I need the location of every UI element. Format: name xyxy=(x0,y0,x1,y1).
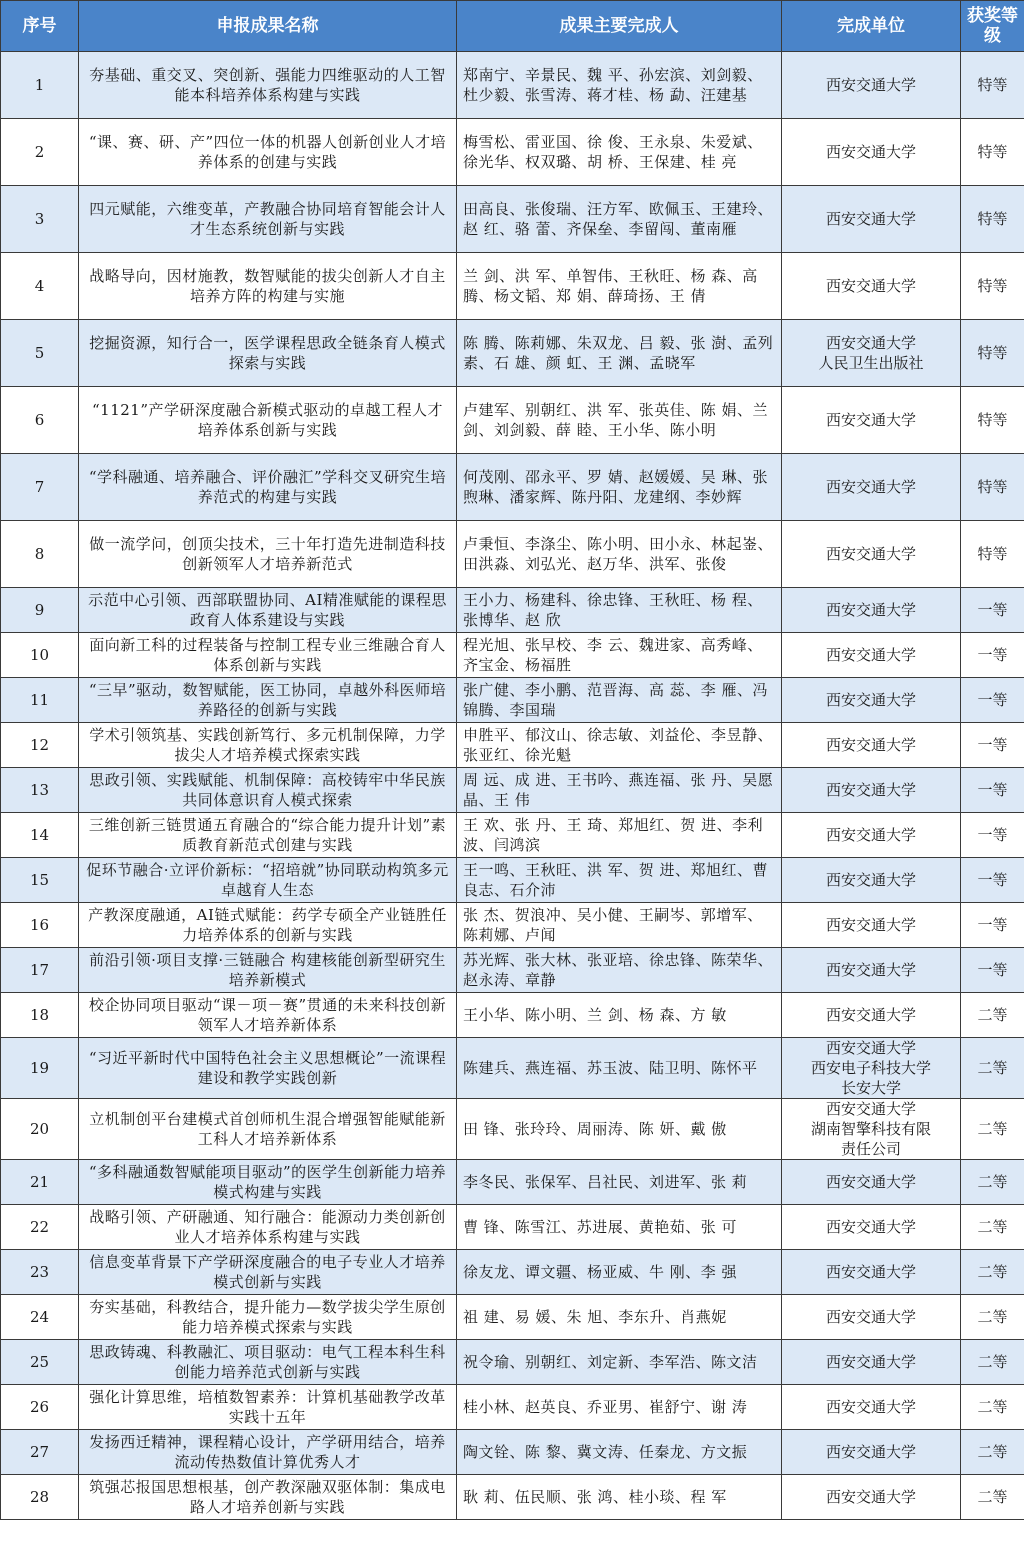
header-achievement-name: 申报成果名称 xyxy=(79,1,457,52)
completing-unit: 西安交通大学 xyxy=(782,1385,961,1430)
main-contributors: 王小力、杨建科、徐忠锋、王秋旺、杨 程、张博华、赵 欣 xyxy=(457,588,782,633)
achievement-name: 学术引领筑基、实践创新笃行、多元机制保障，力学拔尖人才培养模式探索实践 xyxy=(79,723,457,768)
main-contributors: 徐友龙、谭文疆、杨亚威、牛 刚、李 强 xyxy=(457,1250,782,1295)
award-level: 二等 xyxy=(961,1430,1024,1475)
table-row xyxy=(1,253,1024,320)
main-contributors: 田高良、张俊瑞、汪方军、欧佩玉、王建玲、赵 红、骆 蕾、齐保垒、李留闯、董南雁 xyxy=(457,186,782,253)
completing-unit: 西安交通大学 xyxy=(782,1340,961,1385)
main-contributors: 王一鸣、王秋旺、洪 军、贺 进、郑旭红、曹良志、石介沛 xyxy=(457,858,782,903)
achievement-name: 发扬西迁精神，课程精心设计，产学研用结合，培养流动传热数值计算优秀人才 xyxy=(79,1430,457,1475)
table-row xyxy=(1,948,1024,993)
main-contributors: 梅雪松、雷亚国、徐 俊、王永泉、朱爱斌、徐光华、权双璐、胡 桥、王保建、桂 亮 xyxy=(457,119,782,186)
achievement-name: 战略引领、产研融通、知行融合：能源动力类创新创业人才培养体系构建与实践 xyxy=(79,1205,457,1250)
award-level: 二等 xyxy=(961,1250,1024,1295)
completing-unit: 西安交通大学 xyxy=(782,119,961,186)
main-contributors: 陶文铨、陈 黎、冀文涛、任秦龙、方文振 xyxy=(457,1430,782,1475)
achievement-name: 面向新工科的过程装备与控制工程专业三维融合育人体系创新与实践 xyxy=(79,633,457,678)
main-contributors: 张广健、李小鹏、范晋海、高 蕊、李 雁、冯锦腾、李国瑞 xyxy=(457,678,782,723)
table-row xyxy=(1,858,1024,903)
achievement-name: 产教深度融通，AI链式赋能：药学专硕全产业链胜任力培养体系的创新与实践 xyxy=(79,903,457,948)
completing-unit: 西安交通大学 xyxy=(782,521,961,588)
main-contributors: 桂小林、赵英良、乔亚男、崔舒宁、谢 涛 xyxy=(457,1385,782,1430)
row-index: 1 xyxy=(1,52,79,119)
award-level: 特等 xyxy=(961,119,1024,186)
award-level: 二等 xyxy=(961,1295,1024,1340)
table-row xyxy=(1,1385,1024,1430)
main-contributors: 祖 建、易 媛、朱 旭、李东升、肖燕妮 xyxy=(457,1295,782,1340)
main-contributors: 陈 腾、陈莉娜、朱双龙、吕 毅、张 澍、孟列素、石 雄、颜 虹、王 渊、孟晓军 xyxy=(457,320,782,387)
completing-unit: 西安交通大学 xyxy=(782,588,961,633)
award-level: 特等 xyxy=(961,454,1024,521)
award-level: 特等 xyxy=(961,320,1024,387)
achievement-name: 夯基础、重交叉、突创新、强能力四维驱动的人工智能本科培养体系构建与实践 xyxy=(79,52,457,119)
achievement-name: 促环节融合·立评价新标：“招培就”协同联动构筑多元卓越育人生态 xyxy=(79,858,457,903)
completing-unit: 西安交通大学 xyxy=(782,52,961,119)
completing-unit: 西安交通大学 xyxy=(782,1430,961,1475)
completing-unit: 西安交通大学 xyxy=(782,678,961,723)
row-index: 26 xyxy=(1,1385,79,1430)
completing-unit: 西安交通大学 人民卫生出版社 xyxy=(782,320,961,387)
award-level: 二等 xyxy=(961,1099,1024,1160)
main-contributors: 何茂刚、邵永平、罗 婧、赵媛媛、吴 琳、张煦琳、潘家辉、陈丹阳、龙建纲、李妙辉 xyxy=(457,454,782,521)
table-row xyxy=(1,387,1024,454)
table-row xyxy=(1,678,1024,723)
main-contributors: 王小华、陈小明、兰 剑、杨 森、方 敏 xyxy=(457,993,782,1038)
main-contributors: 兰 剑、洪 军、单智伟、王秋旺、杨 森、高 腾、杨文韬、郑 娟、薛琦扬、王 倩 xyxy=(457,253,782,320)
row-index: 28 xyxy=(1,1475,79,1520)
row-index: 17 xyxy=(1,948,79,993)
row-index: 14 xyxy=(1,813,79,858)
table-row xyxy=(1,320,1024,387)
achievement-name: 挖掘资源，知行合一，医学课程思政全链条育人模式探索与实践 xyxy=(79,320,457,387)
achievement-name: “三早”驱动，数智赋能，医工协同，卓越外科医师培养路径的创新与实践 xyxy=(79,678,457,723)
achievement-name: 思政引领、实践赋能、机制保障：高校铸牢中华民族共同体意识育人模式探索 xyxy=(79,768,457,813)
row-index: 3 xyxy=(1,186,79,253)
header-main-contributors: 成果主要完成人 xyxy=(457,1,782,52)
achievement-name: 前沿引领·项目支撑·三链融合 构建核能创新型研究生培养新模式 xyxy=(79,948,457,993)
table-row xyxy=(1,993,1024,1038)
achievement-name: “课、赛、研、产”四位一体的机器人创新创业人才培养体系的创建与实践 xyxy=(79,119,457,186)
main-contributors: 耿 莉、伍民顺、张 鸿、桂小琰、程 军 xyxy=(457,1475,782,1520)
main-contributors: 程光旭、张早校、李 云、魏进家、高秀峰、齐宝金、杨福胜 xyxy=(457,633,782,678)
completing-unit: 西安交通大学 xyxy=(782,993,961,1038)
table-row xyxy=(1,1250,1024,1295)
main-contributors: 张 杰、贺浪冲、吴小健、王嗣岑、郭增军、陈莉娜、卢闻 xyxy=(457,903,782,948)
award-level: 一等 xyxy=(961,633,1024,678)
table-body xyxy=(1,52,1024,1520)
row-index: 22 xyxy=(1,1205,79,1250)
table-row xyxy=(1,903,1024,948)
completing-unit: 西安交通大学 西安电子科技大学 长安大学 xyxy=(782,1038,961,1099)
award-level: 特等 xyxy=(961,521,1024,588)
table-row xyxy=(1,1205,1024,1250)
achievement-name: 做一流学问，创顶尖技术，三十年打造先进制造科技创新领军人才培养新范式 xyxy=(79,521,457,588)
row-index: 11 xyxy=(1,678,79,723)
completing-unit: 西安交通大学 xyxy=(782,387,961,454)
row-index: 7 xyxy=(1,454,79,521)
completing-unit: 西安交通大学 xyxy=(782,723,961,768)
row-index: 19 xyxy=(1,1038,79,1099)
table-header-row xyxy=(1,1,1024,52)
header-completing-unit: 完成单位 xyxy=(782,1,961,52)
table-row xyxy=(1,52,1024,119)
achievement-name: “学科融通、培养融合、评价融汇”学科交叉研究生培养范式的构建与实践 xyxy=(79,454,457,521)
award-level: 特等 xyxy=(961,253,1024,320)
award-level: 一等 xyxy=(961,813,1024,858)
award-level: 二等 xyxy=(961,1160,1024,1205)
table-row xyxy=(1,1430,1024,1475)
main-contributors: 祝令瑜、别朝红、刘定新、李军浩、陈文洁 xyxy=(457,1340,782,1385)
main-contributors: 苏光辉、张大林、张亚培、徐忠锋、陈荣华、赵永涛、章静 xyxy=(457,948,782,993)
table-row xyxy=(1,119,1024,186)
achievement-name: 信息变革背景下产学研深度融合的电子专业人才培养模式创新与实践 xyxy=(79,1250,457,1295)
completing-unit: 西安交通大学 xyxy=(782,858,961,903)
completing-unit: 西安交通大学 xyxy=(782,903,961,948)
table-row xyxy=(1,521,1024,588)
completing-unit: 西安交通大学 xyxy=(782,1160,961,1205)
achievement-name: 战略导向，因材施教，数智赋能的拔尖创新人才自主培养方阵的构建与实施 xyxy=(79,253,457,320)
award-level: 二等 xyxy=(961,1340,1024,1385)
main-contributors: 王 欢、张 丹、王 琦、郑旭红、贺 进、李利波、闫鸿滨 xyxy=(457,813,782,858)
main-contributors: 李冬民、张保军、吕社民、刘进军、张 莉 xyxy=(457,1160,782,1205)
row-index: 6 xyxy=(1,387,79,454)
row-index: 13 xyxy=(1,768,79,813)
table-row xyxy=(1,1340,1024,1385)
table-row xyxy=(1,723,1024,768)
award-level: 特等 xyxy=(961,387,1024,454)
award-level: 一等 xyxy=(961,723,1024,768)
completing-unit: 西安交通大学 湖南智擎科技有限 责任公司 xyxy=(782,1099,961,1160)
row-index: 5 xyxy=(1,320,79,387)
row-index: 8 xyxy=(1,521,79,588)
achievement-name: “1121”产学研深度融合新模式驱动的卓越工程人才培养体系创新与实践 xyxy=(79,387,457,454)
award-level: 一等 xyxy=(961,858,1024,903)
row-index: 2 xyxy=(1,119,79,186)
table-row xyxy=(1,633,1024,678)
row-index: 18 xyxy=(1,993,79,1038)
table-row xyxy=(1,768,1024,813)
completing-unit: 西安交通大学 xyxy=(782,1295,961,1340)
achievement-name: 示范中心引领、西部联盟协同、AI精准赋能的课程思政育人体系建设与实践 xyxy=(79,588,457,633)
completing-unit: 西安交通大学 xyxy=(782,813,961,858)
row-index: 16 xyxy=(1,903,79,948)
award-level: 一等 xyxy=(961,678,1024,723)
main-contributors: 卢建军、别朝红、洪 军、张英佳、陈 娟、兰 剑、刘剑毅、薛 睦、王小华、陈小明 xyxy=(457,387,782,454)
row-index: 25 xyxy=(1,1340,79,1385)
row-index: 23 xyxy=(1,1250,79,1295)
row-index: 21 xyxy=(1,1160,79,1205)
award-level: 二等 xyxy=(961,1385,1024,1430)
main-contributors: 郑南宁、辛景民、魏 平、孙宏滨、刘剑毅、杜少毅、张雪涛、蒋才桂、杨 勐、汪建基 xyxy=(457,52,782,119)
completing-unit: 西安交通大学 xyxy=(782,633,961,678)
completing-unit: 西安交通大学 xyxy=(782,1205,961,1250)
award-level: 二等 xyxy=(961,1475,1024,1520)
main-contributors: 周 远、成 进、王书吟、燕连福、张 丹、吴愿晶、王 伟 xyxy=(457,768,782,813)
table-row xyxy=(1,1099,1024,1160)
main-contributors: 陈建兵、燕连福、苏玉波、陆卫明、陈怀平 xyxy=(457,1038,782,1099)
award-level: 特等 xyxy=(961,52,1024,119)
table-row xyxy=(1,813,1024,858)
row-index: 24 xyxy=(1,1295,79,1340)
achievement-name: 筑强芯报国思想根基，创产教深融双驱体制：集成电路人才培养创新与实践 xyxy=(79,1475,457,1520)
table-row xyxy=(1,454,1024,521)
table-row xyxy=(1,1475,1024,1520)
award-level: 一等 xyxy=(961,948,1024,993)
table-row xyxy=(1,1038,1024,1099)
completing-unit: 西安交通大学 xyxy=(782,1475,961,1520)
main-contributors: 卢秉恒、李涤尘、陈小明、田小永、林起崟、田洪淼、刘弘光、赵万华、洪军、张俊 xyxy=(457,521,782,588)
completing-unit: 西安交通大学 xyxy=(782,1250,961,1295)
row-index: 15 xyxy=(1,858,79,903)
award-level: 特等 xyxy=(961,186,1024,253)
award-level: 一等 xyxy=(961,588,1024,633)
row-index: 12 xyxy=(1,723,79,768)
completing-unit: 西安交通大学 xyxy=(782,454,961,521)
main-contributors: 申胜平、郁汶山、徐志敏、刘益伦、李昱静、张亚红、徐光魁 xyxy=(457,723,782,768)
header-index: 序号 xyxy=(1,1,79,52)
row-index: 27 xyxy=(1,1430,79,1475)
row-index: 10 xyxy=(1,633,79,678)
award-level: 二等 xyxy=(961,993,1024,1038)
main-contributors: 田 锋、张玲玲、周丽涛、陈 妍、戴 傲 xyxy=(457,1099,782,1160)
completing-unit: 西安交通大学 xyxy=(782,948,961,993)
achievement-name: 强化计算思维，培植数智素养：计算机基础教学改革实践十五年 xyxy=(79,1385,457,1430)
achievement-name: 校企协同项目驱动“课－项－赛”贯通的未来科技创新领军人才培养新体系 xyxy=(79,993,457,1038)
completing-unit: 西安交通大学 xyxy=(782,253,961,320)
completing-unit: 西安交通大学 xyxy=(782,186,961,253)
achievement-name: 思政铸魂、科教融汇、项目驱动：电气工程本科生科创能力培养范式创新与实践 xyxy=(79,1340,457,1385)
table-row xyxy=(1,588,1024,633)
achievement-name: 立机制创平台建模式首创师机生混合增强智能赋能新工科人才培养新体系 xyxy=(79,1099,457,1160)
completing-unit: 西安交通大学 xyxy=(782,768,961,813)
main-contributors: 曹 锋、陈雪江、苏进展、黄艳茹、张 可 xyxy=(457,1205,782,1250)
achievement-name: “多科融通数智赋能项目驱动”的医学生创新能力培养模式构建与实践 xyxy=(79,1160,457,1205)
row-index: 4 xyxy=(1,253,79,320)
achievement-name: 四元赋能，六维变革，产教融合协同培育智能会计人才生态系统创新与实践 xyxy=(79,186,457,253)
row-index: 9 xyxy=(1,588,79,633)
award-level: 一等 xyxy=(961,903,1024,948)
row-index: 20 xyxy=(1,1099,79,1160)
award-level: 二等 xyxy=(961,1205,1024,1250)
table-row xyxy=(1,1160,1024,1205)
achievement-name: “习近平新时代中国特色社会主义思想概论”一流课程建设和教学实践创新 xyxy=(79,1038,457,1099)
achievement-name: 三维创新三链贯通五育融合的“综合能力提升计划”素质教育新范式创建与实践 xyxy=(79,813,457,858)
award-level: 二等 xyxy=(961,1038,1024,1099)
achievement-name: 夯实基础，科教结合，提升能力—数学拔尖学生原创能力培养模式探索与实践 xyxy=(79,1295,457,1340)
award-level: 一等 xyxy=(961,768,1024,813)
table-row xyxy=(1,186,1024,253)
header-award-level: 获奖等级 xyxy=(961,1,1024,52)
table-row xyxy=(1,1295,1024,1340)
